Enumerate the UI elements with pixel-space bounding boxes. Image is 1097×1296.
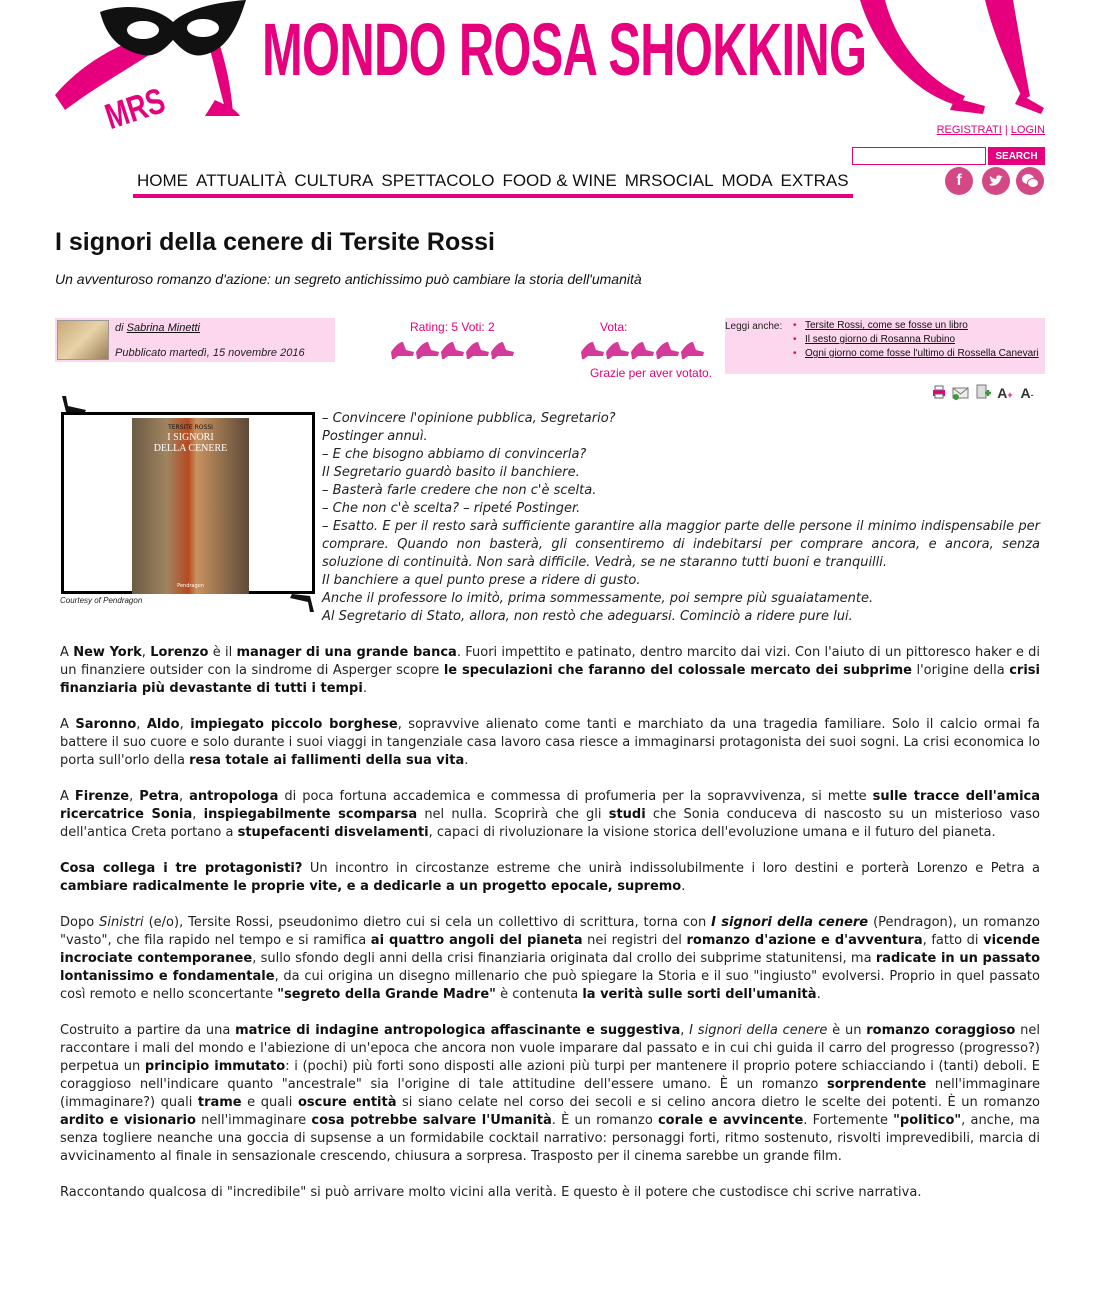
body-text-run: , <box>680 1023 690 1038</box>
body-text-run: è il <box>208 645 237 660</box>
vote-thanks: Grazie per aver votato. <box>590 366 713 380</box>
body-text-run: , da cui origina un disegno millenario che può spiegare la Storia e il suo "ingiusto" evolversi. Proprio in quel passato così remoto e nello sconcertante <box>60 969 1040 1002</box>
body-text-run: resa totale ai fallimenti della sua vita <box>189 753 465 768</box>
vote-label: Vota: <box>600 320 628 334</box>
body-text-run: radicate in un passato lontanissimo e fondamentale <box>60 951 1041 984</box>
body-text-run: oscure entità <box>297 1095 397 1110</box>
body-text-run: A <box>60 645 74 660</box>
body-text-run: sulle tracce dell'amica ricercatrice Sonia <box>60 789 1041 822</box>
body-text-run: : i (pochi) più forti sono disposti alle azioni più turpi per mantenere il proprio potere schiacciando i (tanti) deboli. E coraggioso nell'indicare quanto "ancestrale" sia l'origine di tale attitudine dell'essere umano. È un romanzo <box>60 1059 1041 1092</box>
body-paragraph <box>60 860 1040 896</box>
nav-item-home[interactable]: HOME <box>137 171 188 190</box>
body-text-run: Petra <box>139 789 179 804</box>
excerpt-line: Anche il professore lo imitò, prima sommessamente, poi sempre più sguaiatamente. <box>322 591 874 606</box>
excerpt-line: Postinger annuì. <box>322 429 428 444</box>
body-text-run: nell'immaginare (immaginare?) quali <box>60 1077 1040 1110</box>
avatar <box>57 320 109 360</box>
register-link[interactable]: REGISTRATI <box>936 124 1002 136</box>
body-text-run: , sopravvive alienato come tanti e marchiato da una tragedia familiare. Solo il calcio ormai fa battere il suo cuore e solo durante i suoi viaggi in tangenziale casa lavoro casa riesce a immaginarsi protagonista dei suoi sogni. La crisi economica lo porta sull'orlo della <box>60 717 1041 768</box>
body-text-run: , <box>192 807 204 822</box>
image-caption: Courtesy of Pendragon <box>60 596 143 605</box>
body-text-run: vicende incrociate contemporanee <box>60 933 1040 966</box>
body-text-run: l'origine della <box>911 663 1010 678</box>
site-title[interactable]: MONDO ROSA SHOKKING <box>262 8 867 91</box>
auth-links <box>937 124 1045 136</box>
body-text-run: Cosa collega i tre protagonisti? <box>60 861 303 876</box>
related-list <box>793 319 1043 361</box>
excerpt-line: Al Segretario di Stato, allora, non restò che adeguarsi. Cominciò a ridere pure lui. <box>322 609 853 624</box>
font-decrease-icon[interactable]: A- <box>1020 385 1034 401</box>
body-text-run: Saronno <box>75 717 137 732</box>
body-text-run: (Pendragon), un romanzo "vasto", che fila rapido nel tempo e si ramifica <box>60 915 1040 948</box>
auth-separator: | <box>1004 124 1008 136</box>
body-text-run: cambiare radicalmente le proprie vite, e a dedicarle a un progetto epocale, supremo <box>60 879 682 894</box>
heel-ornament-icon <box>288 592 316 614</box>
body-text-run: . Fuori impettito e patinato, dentro marcito dai vizi. Con l'aiuto di un pittoresco haker e di un finanziere outsider con la sindrome di Asperger scopre <box>60 645 1040 678</box>
nav-item-cultura[interactable]: CULTURA <box>294 171 374 190</box>
book-cover-title-line: DELLA CENERE <box>153 443 228 454</box>
shoe-star-icon <box>605 338 630 360</box>
body-text-run: A <box>60 717 76 732</box>
shoe-star-icon <box>655 338 680 360</box>
shoe-star-icon <box>390 338 415 360</box>
facebook-icon[interactable]: f <box>945 167 973 195</box>
body-text-run: manager di una grande banca <box>236 645 457 660</box>
body-text-run: cosa potrebbe salvare l'Umanità <box>311 1113 552 1128</box>
wechat-icon[interactable] <box>1016 167 1044 195</box>
body-text-run: matrice di indagine antropologica affascinante e suggestiva <box>235 1023 681 1038</box>
rating-stars <box>390 338 515 360</box>
body-text-run: che Sonia conduceva di nascosto su un misterioso vaso dell'antica Creta portano a <box>60 807 1040 840</box>
nav-item-mrsocial[interactable]: MRSOCIAL <box>624 171 714 190</box>
body-text-run: , <box>129 789 140 804</box>
related-item[interactable] <box>793 347 1043 361</box>
print-icon[interactable] <box>929 383 949 403</box>
body-text-run: A <box>60 789 75 804</box>
body-text-run: corale e avvincente <box>657 1113 804 1128</box>
body-text-run: . <box>816 987 821 1002</box>
body-text-run: Dopo <box>60 915 100 930</box>
body-text-run: , capaci di rivoluzionare la visione storica dell'evoluzione umana e il futuro del pianeta. <box>428 825 996 840</box>
related-box <box>725 318 1045 374</box>
body-text-run: , sullo sfondo degli anni della crisi finanziaria originata dal crollo dei subprime statunitensi, ma <box>252 951 876 966</box>
excerpt-line: Il Segretario guardò basito il banchiere. <box>322 465 580 480</box>
body-text-run: Aldo <box>146 717 180 732</box>
email-icon[interactable] <box>951 383 971 403</box>
book-cover-author: TERSITE ROSSI <box>168 424 213 431</box>
book-cover-title <box>132 432 249 454</box>
article-title: I signori della cenere di Tersite Rossi <box>55 228 495 256</box>
book-cover-title-line: I SIGNORI <box>167 432 214 443</box>
related-link[interactable]: Tersite Rossi, come se fosse un libro <box>805 320 968 331</box>
shoe-star-icon <box>415 338 440 360</box>
body-text-run: stupefacenti disvelamenti <box>237 825 429 840</box>
body-text-run: "politico" <box>893 1113 962 1128</box>
shoe-star-icon <box>680 338 705 360</box>
body-text-run: ai quattro angoli del pianeta <box>370 933 583 948</box>
excerpt-line: – Convincere l'opinione pubblica, Segretario? <box>322 411 616 426</box>
body-paragraph <box>60 716 1040 770</box>
book-cover-image[interactable] <box>132 418 249 594</box>
body-text-run: I signori della cenere <box>711 915 869 930</box>
related-label: Leggi anche: <box>725 321 783 332</box>
excerpt-line: Il banchiere a quel punto prese a ridere di gusto. <box>322 573 641 588</box>
body-text-run: ardito e visionario <box>60 1113 196 1128</box>
body-text-run: antropologa <box>189 789 279 804</box>
body-text-run: Sinistri <box>99 915 144 930</box>
body-text-run: si siano celate nel corso dei secoli e si celino ancora dietro le scelte dei potenti. È un romanzo <box>396 1095 1040 1110</box>
body-text-run: . <box>681 879 686 894</box>
excerpt-line: – E che bisogno abbiamo di convincerla? <box>322 447 587 462</box>
body-text-run: Un incontro in circostanze estreme che unirà indissolubilmente i loro destini e porterà Lorenzo e Petra a <box>302 861 1040 876</box>
body-text-run: "segreto della Grande Madre" <box>277 987 496 1002</box>
body-text-run: principio immutato <box>144 1059 286 1074</box>
byline <box>115 322 200 334</box>
shoe-star-icon <box>580 338 605 360</box>
login-link[interactable]: LOGIN <box>1010 124 1045 136</box>
publish-date: Pubblicato martedì, 15 novembre 2016 <box>115 347 305 359</box>
body-text-run: . <box>464 753 469 768</box>
vote-stars[interactable] <box>580 338 705 360</box>
body-text-run: nel nulla. Scoprirà che gli <box>417 807 609 822</box>
excerpt-line: – Basterà farle credere che non c'è scelta. <box>322 483 597 498</box>
author-box <box>55 318 335 362</box>
body-text-run: è contenuta <box>495 987 583 1002</box>
body-text-run: nell'immaginare <box>195 1113 312 1128</box>
body-text-run: sorprendente <box>827 1077 927 1092</box>
shoe-star-icon <box>630 338 655 360</box>
body-text-run: Lorenzo <box>150 645 209 660</box>
related-link[interactable]: Il sesto giorno di Rosanna Rubino <box>805 334 956 345</box>
article-tools <box>929 383 1037 403</box>
shoe-star-icon <box>490 338 515 360</box>
body-text-run: studi <box>608 807 646 822</box>
bookmark-add-icon[interactable] <box>973 383 993 403</box>
body-paragraph <box>60 1022 1040 1166</box>
body-text-run: e quali <box>241 1095 298 1110</box>
body-text-run: inspiegabilmente scomparsa <box>203 807 418 822</box>
article-body <box>60 644 1040 1220</box>
rating-label: Rating: 5 Voti: 2 <box>410 320 495 334</box>
body-text-run: , <box>136 717 147 732</box>
related-item[interactable] <box>793 333 1043 347</box>
body-text-run: I signori della cenere <box>689 1023 828 1038</box>
body-text-run: le speculazioni che faranno del colossale mercato dei subprime <box>443 663 912 678</box>
shoe-star-icon <box>465 338 490 360</box>
excerpt-line: – Esatto. E per il resto sarà sufficiente garantire alla maggior parte delle persone il minimo indispensabile per comprare. Quando non basterà, gli consentiremo di indebitarsi per comprare ancora, e ancora, senza soluzione di continuità. Non sarà difficile. Vedrà, se ne staranno tutti buoni e tranquilli. <box>322 519 1040 570</box>
related-link[interactable]: Ogni giorno come fosse l'ultimo di Rossella Canevari <box>805 348 1039 359</box>
mask-logo-icon <box>98 0 248 62</box>
opening-excerpt <box>322 410 1040 626</box>
nav-item-spettacolo[interactable]: SPETTACOLO <box>381 171 495 190</box>
body-text-run: nel raccontare i mali del mondo e l'abiezione di un'epoca che ancora non vuole imparare dal passato e in cui chi guida il carro del progresso (progresso?) perpetua un <box>60 1023 1041 1074</box>
article-subtitle: Un avventuroso romanzo d'azione: un segreto antichissimo può cambiare la storia dell'umanità <box>55 271 642 287</box>
body-text-run: la verità sulle sorti dell'umanità <box>582 987 817 1002</box>
body-text-run: New York <box>73 645 142 660</box>
body-text-run: Raccontando qualcosa di "incredibile" si può arrivare molto vicini alla verità. E questo è il potere che custodisce chi scrive narrativa. <box>60 1185 922 1200</box>
body-paragraph <box>60 788 1040 842</box>
twitter-icon[interactable] <box>982 167 1010 195</box>
mrs-logo-text: MRS <box>100 79 170 137</box>
body-text-run: , <box>178 789 190 804</box>
legs-illustration-right <box>855 0 1045 120</box>
body-text-run: , anche, ma senza togliere neanche una goccia di supsense a un formidabile cocktail narrativo: personaggi forti, ritmo sostenuto, risvolti imprevedibili, marcia di avvicinamento al finale in sensazionale crescendo, chiusura a sorpresa. Trasposto per il cinema sarebbe un grande film. <box>60 1113 1041 1164</box>
nav-item-food-wine[interactable]: FOOD & WINE <box>502 171 617 190</box>
body-text-run: (e/o), Tersite Rossi, pseudonimo dietro cui si cela un collettivo di scrittura, torna con <box>143 915 712 930</box>
font-increase-icon[interactable]: A+ <box>997 385 1013 401</box>
body-text-run: è un <box>827 1023 867 1038</box>
excerpt-line: – Che non c'è scelta? – ripeté Postinger. <box>322 501 581 516</box>
search-button[interactable]: SEARCH <box>988 147 1045 165</box>
book-cover-publisher: Pendragon <box>177 583 204 589</box>
body-text-run: . Fortemente <box>803 1113 894 1128</box>
body-paragraph <box>60 1184 1040 1202</box>
body-text-run: Costruito a partire da una <box>60 1023 236 1038</box>
search-input[interactable] <box>852 147 986 165</box>
body-text-run: . <box>362 681 367 696</box>
shoe-star-icon <box>440 338 465 360</box>
body-text-run: impiegato piccolo borghese <box>190 717 398 732</box>
nav-item-extras[interactable]: EXTRAS <box>780 171 849 190</box>
main-nav <box>133 170 853 198</box>
book-cover-frame <box>61 412 315 594</box>
body-paragraph <box>60 644 1040 698</box>
nav-item-attualita[interactable]: ATTUALITÀ <box>196 171 287 190</box>
body-text-run: , fatto di <box>922 933 984 948</box>
body-text-run: crisi finanziaria più devastante di tutti i tempi <box>60 663 1040 696</box>
body-text-run: di poca fortuna accademica e commessa di profumeria per la sopravvivenza, si mette <box>278 789 873 804</box>
body-text-run: trame <box>197 1095 242 1110</box>
body-text-run: Firenze <box>74 789 130 804</box>
author-link[interactable]: Sabrina Minetti <box>126 322 200 334</box>
body-text-run: nei registri del <box>582 933 687 948</box>
body-text-run: . È un romanzo <box>551 1113 658 1128</box>
body-text-run: romanzo d'azione e d'avventura <box>686 933 923 948</box>
body-paragraph <box>60 914 1040 1004</box>
body-text-run: , <box>141 645 151 660</box>
body-text-run: , <box>179 717 191 732</box>
byline-prefix: di <box>115 322 124 334</box>
related-item[interactable] <box>793 319 1043 333</box>
nav-item-moda[interactable]: MODA <box>721 171 773 190</box>
body-text-run: romanzo coraggioso <box>866 1023 1016 1038</box>
